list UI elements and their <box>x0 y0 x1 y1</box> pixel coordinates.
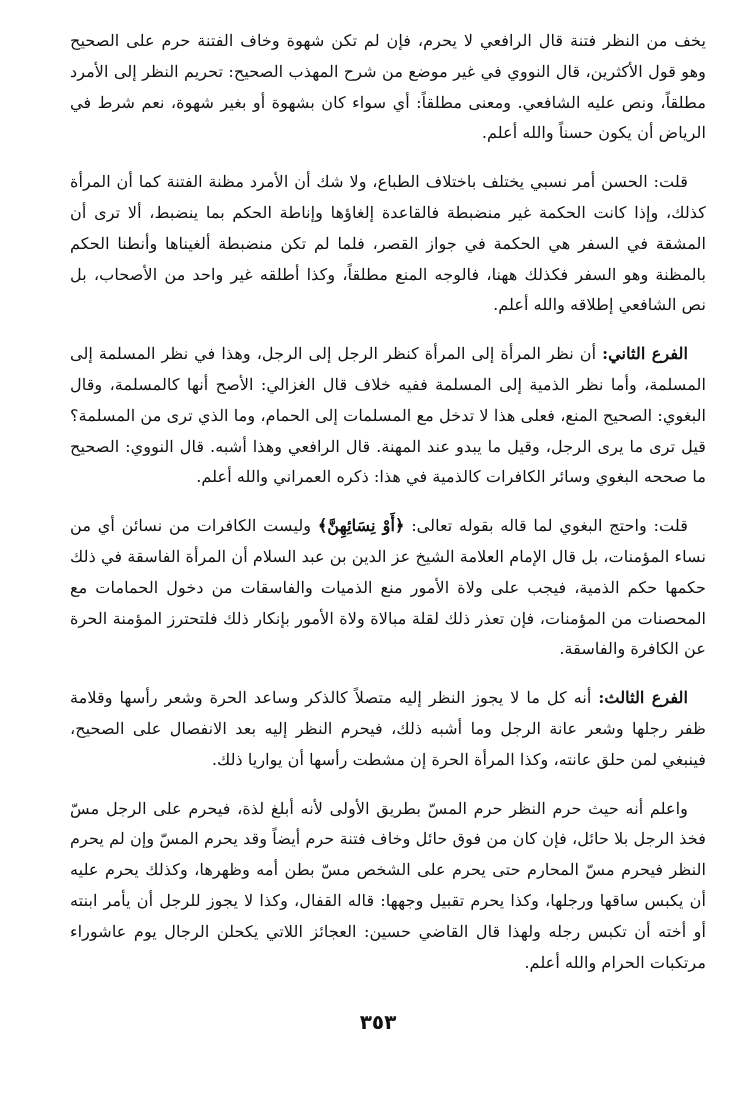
section-heading-second-branch: الفرع الثاني: <box>602 344 688 364</box>
paragraph-6-text: واعلم أنه حيث حرم النظر حرم المسّ بطريق الأولى لأنه أبلغ لذة، فيحرم على الرجل مسّ فخذ الرجل بلا حائل، فإن كان من فوق حائل وخاف فتنة حرم أيضاً وقد يحرم المسّ وإن لم يحرم النظر فيحرم مسّ المحارم حتى يحرم على الشخص مسّ بطن أمه وظهرها، وكذلك يحرم عليه أن يكبس ساقها ورجلها، وكذا يحرم تقبيل وجهها: قاله القفال، وكذا لا يجوز للرجل أن يأمر ابنته أو أخته أن تكبس رجله ولهذا قال القاضي حسين: العجائز اللاتي يكحلن الرجال يوم عاشوراء مرتكبات الحرام والله أعلم. <box>70 798 706 972</box>
paragraph-3 <box>70 339 706 493</box>
paragraph-1 <box>70 26 706 149</box>
page-number: ٣٥٣ <box>359 1010 397 1034</box>
quran-quote: ﴿أَوْ نِسَائِهِنَّ﴾ <box>317 516 405 536</box>
paragraph-5 <box>70 683 706 775</box>
paragraph-3-text: أن نظر المرأة إلى المرأة كنظر الرجل إلى الرجل، وهذا في نظر المسلمة إلى المسلمة، وأما نظر الذمية إلى المسلمة ففيه خلاف قال الغزالي: الأصح أنها كالمسلمة، وقال البغوي: الصحيح المنع، فعلى هذا لا تدخل مع المسلمات إلى الحمام، وما الذي ترى من المسلمة؟ قيل ترى ما يرى الرجل، وقيل ما يبدو عند المهنة. قال الرافعي وهذا أشبه. قال النووي: الصحيح ما صححه البغوي وسائر الكافرات كالذمية في هذا: ذكره العمراني والله أعلم. <box>70 344 706 487</box>
page-body <box>70 26 706 978</box>
paragraph-4-text: وليست الكافرات من نسائن أي من نساء المؤمنات، بل قال الإمام العلامة الشيخ عز الدين بن عبد السلام أن المرأة الفاسقة في ذلك حكمها حكم الذمية، فيجب على ولاة الأمور منع الذميات والفاسقات من دخول الحمامات مع المحصنات من المؤمنات، فإن تعذر ذلك لقلة مبالاة ولاة الأمور بإنكار ذلك فلتحترز المؤمنة الحرة عن الكافرة والفاسقة. <box>70 516 706 659</box>
paragraph-4-text-before: قلت: واحتج البغوي لما قاله بقوله تعالى: <box>411 516 688 536</box>
paragraph-1-text: يخف من النظر فتنة قال الرافعي لا يحرم، فإن لم تكن شهوة وخاف الفتنة حرم على الصحيح وهو قول الأكثرين، قال النووي في غير موضع من شرح المهذب الصحيح: تحريم النظر إلى الأمرد مطلقاً، ونص عليه الشافعي. ومعنى مطلقاً: أي سواء كان بشهوة أو بغير شهوة، نعم شرط في الرياض أن يكون حسناً والله أعلم. <box>70 31 706 143</box>
paragraph-4 <box>70 511 706 665</box>
section-heading-third-branch: الفرع الثالث: <box>598 688 688 708</box>
paragraph-2-text: قلت: الحسن أمر نسبي يختلف باختلاف الطباع، ولا شك أن الأمرد مظنة الفتنة كما أن المرأة كذلك، وإذا كانت الحكمة غير منضبطة فالقاعدة إلغاؤها وإناطة الحكم بما ينضبط، ألا ترى أن المشقة في السفر هي الحكمة في جواز القصر، فلما لم تكن منضبطة ألغيناها وأنطنا الحكم بالمظنة وهو السفر فكذلك ههنا، فالوجه المنع مطلقاً، وكذا أطلقه غير واحد من الأصحاب، بل نص الشافعي إطلاقه والله أعلم. <box>70 172 706 315</box>
paragraph-5-text: أنه كل ما لا يجوز النظر إليه متصلاً كالذكر وساعد الحرة وشعر رأسها وقلامة ظفر رجلها وشعر عانة الرجل وما أشبه ذلك، فيحرم النظر إليه بعد الانفصال على الصحيح، فينبغي لمن حلق عانته، وكذا المرأة الحرة إن مشطت رأسها أن يواريا ذلك. <box>70 688 706 769</box>
paragraph-2 <box>70 167 706 321</box>
paragraph-6 <box>70 794 706 979</box>
